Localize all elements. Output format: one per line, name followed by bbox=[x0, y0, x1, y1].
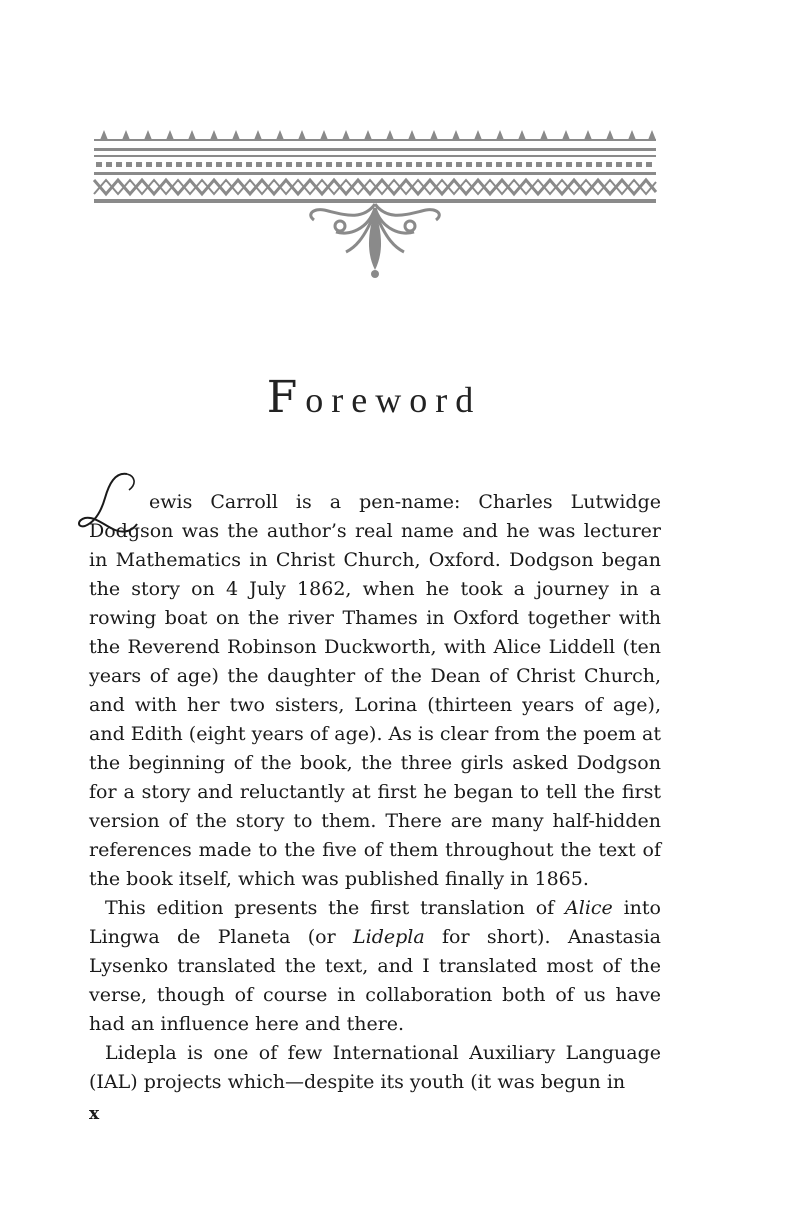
page-number: x bbox=[89, 1104, 100, 1124]
paragraph-3 bbox=[89, 1039, 661, 1097]
paragraph-1-text: ewis Carroll is a pen-name: Charles Lutwidge Dodgson was the author’s real name and he was lecturer in Mathematics in Christ Church, Oxford. Dodgson began the story on 4 July 1862, when he took a journey in a rowing boat on the river Thames in Oxford together with the Reverend Robinson Duckworth, with Alice Liddell (ten years of age) the daughter of the Dean of Christ Church, and with her two sisters, Lorina (thirteen years of age), and Edith (eight years of age). As is clear from the poem at the beginning of the book, the three girls asked Dodgson for a story and reluctantly at first he began to tell the first version of the story to them. There are many half-hidden references made to the five of them throughout the text of the book itself, which was published finally in 1865. bbox=[89, 491, 661, 890]
dropcap-letter-l bbox=[75, 470, 145, 540]
ornament-spike-row bbox=[94, 130, 656, 140]
paragraph-2-lidepla: Lidepla bbox=[353, 926, 425, 948]
paragraph-2-text-c: for short). Anastasia Lysenko translated the text, and I translated most of the verse, though of course in collaboration both of us have had an influence here and there. bbox=[89, 926, 661, 1035]
page-title bbox=[0, 372, 748, 423]
title-rest: oreword bbox=[305, 380, 482, 420]
title-initial: F bbox=[266, 372, 306, 423]
paragraph-3-text: Lidepla is one of few International Auxiliary Language (IAL) projects which—despite its youth (it was begun in bbox=[89, 1042, 661, 1093]
paragraph-2-text-b: into Lingwa de Planeta (or bbox=[89, 897, 661, 948]
paragraph-2-text-a: This edition presents the first translation of bbox=[105, 897, 566, 919]
header-ornament bbox=[92, 122, 658, 282]
ornament-dot-row bbox=[96, 162, 652, 167]
foreword-body bbox=[89, 488, 661, 1097]
paragraph-2-alice: Alice bbox=[565, 897, 613, 919]
paragraph-2 bbox=[89, 894, 661, 1039]
paragraph-1 bbox=[89, 488, 661, 894]
